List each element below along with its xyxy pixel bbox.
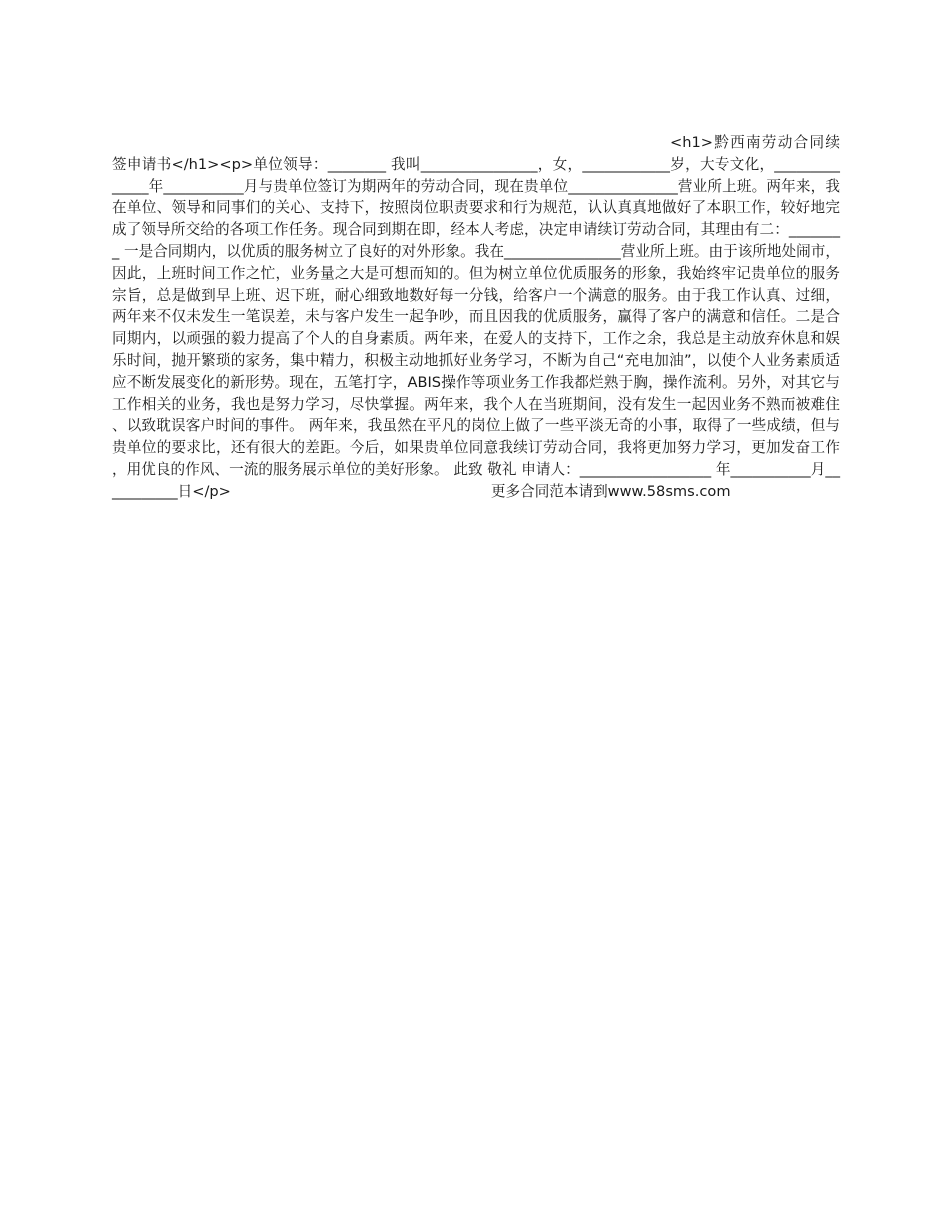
- document-title: <h1>黔西南劳动合同续签申请书</h1>: [112, 134, 840, 173]
- footer-link-text: 更多合同范本请到www.58sms.com: [490, 482, 731, 500]
- footer-spacer: [231, 495, 491, 496]
- document-body: <p>单位领导：________ 我叫________________，女，____________岁，大专文化，______________年___________月与贵单位签订为期两年的劳动合同，现在贵单位_______________营业所上班。两年来，我在单位、领导和同事们的关心、支持下，按照岗位职责要求和行为规范，认认真真地做好了本职工作，较好地完成了领导所交给的各项工作任务。现合同到期在即，经本人考虑，决定申请续订劳动合同，其理由有二：________ 一是合同期内，以优质的服务树立了良好的对外形象。我在________________营业所上班。由于该所地处闹市，因此，上班时间工作之忙，业务量之大是可想而知的。但为树立单位优质服务的形象，我始终牢记贵单位的服务宗旨，总是做到早上班、迟下班，耐心细致地数好每一分钱，给客户一个满意的服务。由于我工作认真、过细，两年来不仅未发生一笔误差，未与客户发生一起争吵，而且因我的优质服务，赢得了客户的满意和信任。二是合同期内，以顽强的毅力提高了个人的自身素质。两年来，在爱人的支持下，工作之余，我总是主动放弃休息和娱乐时间，抛开繁琐的家务，集中精力，积极主动地抓好业务学习，不断为自己“充电加油”，以使个人业务素质适应不断发展变化的新形势。现在，五笔打字，ABIS操作等项业务工作我都烂熟于胸，操作流利。另外，对其它与工作相关的业务，我也是努力学习，尽快掌握。两年来，我个人在当班期间，没有发生一起因业务不熟而被难住、以致耽误客户时间的事件。 两年来，我虽然在平凡的岗位上做了一些平淡无奇的小事，取得了一些成绩，但与贵单位的要求比，还有很大的差距。今后，如果贵单位同意我续订劳动合同，我将更加努力学习，更加发奋工作，用优良的作风、一流的服务展示单位的美好形象。 此致 敬礼 申请人：__________________ 年___________月___________日</p>: [112, 155, 840, 500]
- first-line-indent: [112, 146, 670, 147]
- document-page: [112, 132, 840, 503]
